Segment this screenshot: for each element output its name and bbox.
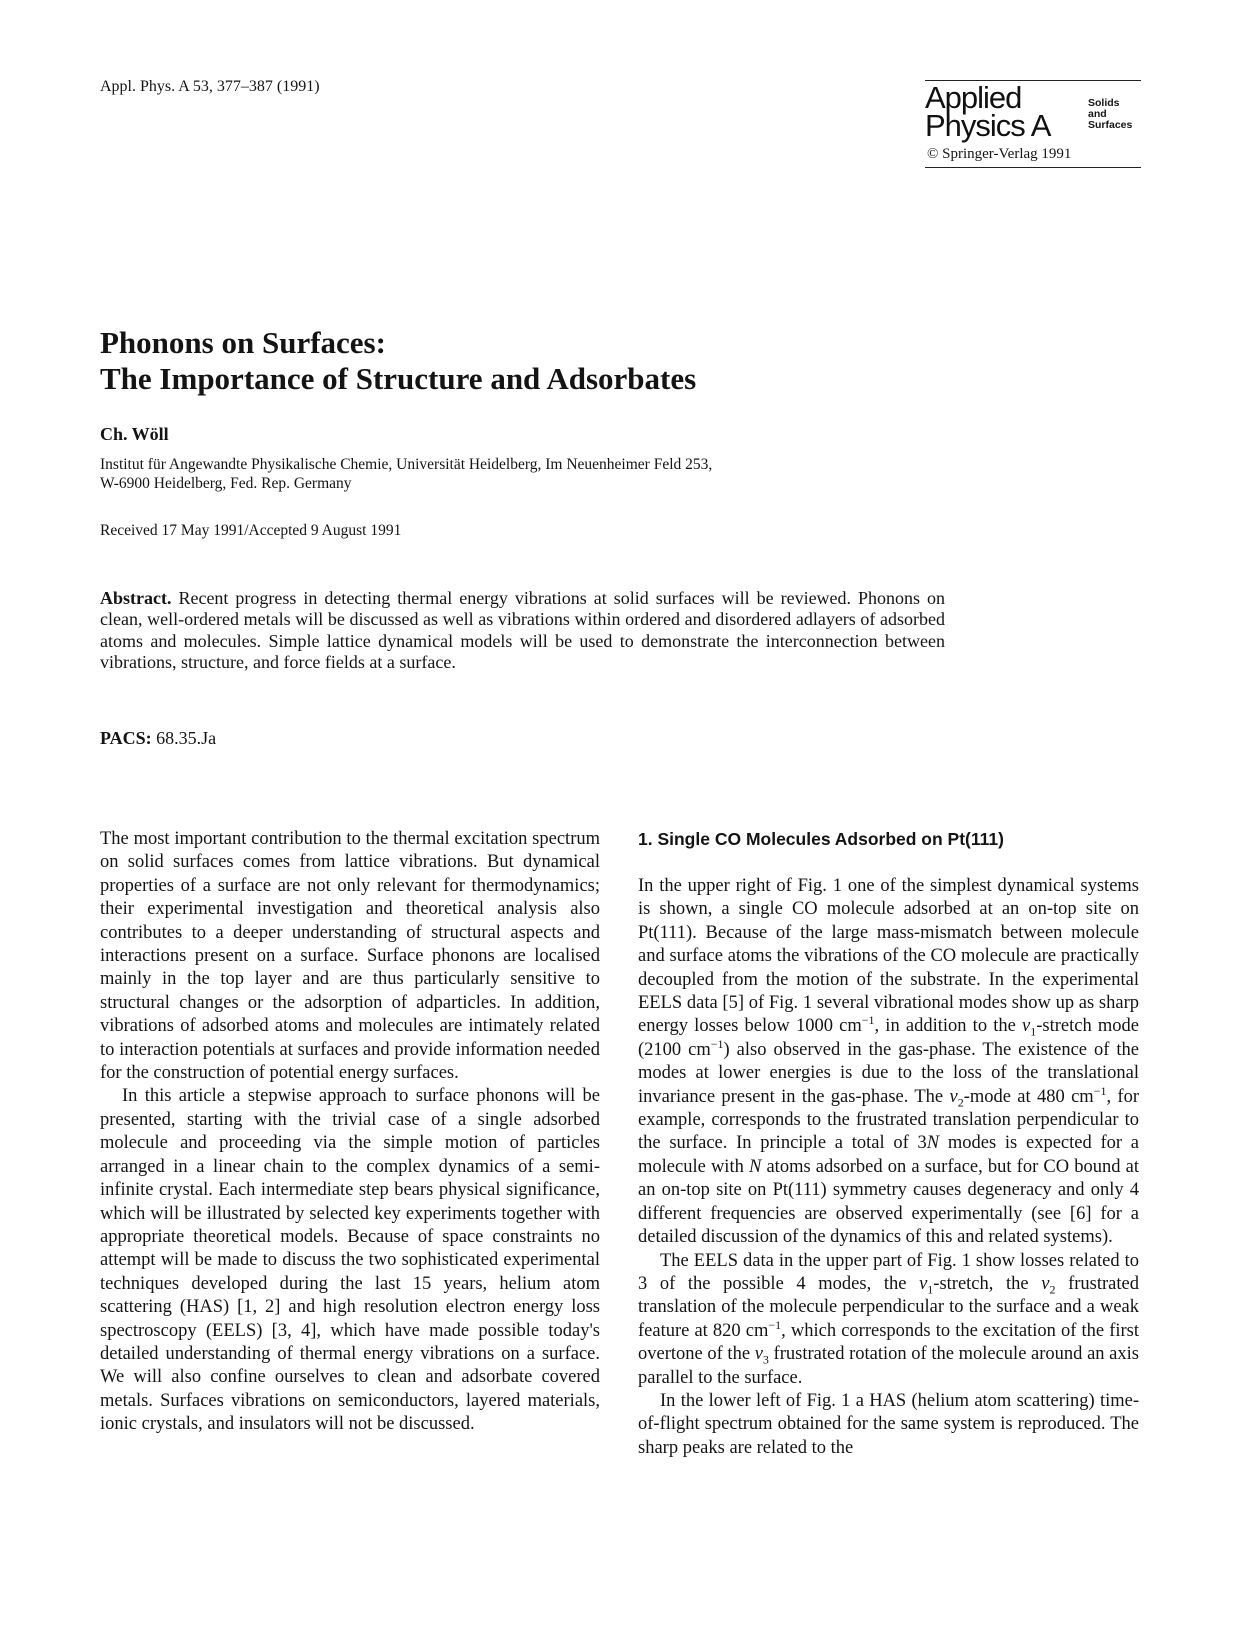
- section-paragraph-3: In the lower left of Fig. 1 a HAS (helium atom scattering) time-of-flight spectrum obtained for the same system is reproduced. The sharp peaks are related to the: [638, 1390, 1139, 1458]
- logo-bottom-rule: [925, 167, 1141, 168]
- article-title: [100, 325, 696, 397]
- copyright-notice: © Springer-Verlag 1991: [927, 146, 1072, 162]
- pacs-code: [100, 728, 216, 749]
- title-line2: The Importance of Structure and Adsorbates: [100, 361, 697, 396]
- intro-paragraph-2: In this article a stepwise approach to surface phonons will be presented, starting with the trivial case of a single adsorbed molecule and proceeding via the simple motion of particles arranged in a linear chain to the complex dynamics of a semi-infinite crystal. Each intermediate step bears physical significance, which will be illustrated by selected key experiments together with appropriate theoretical models. Because of space constraints no attempt will be made to discuss the two sophisticated experimental techniques developed during the last 15 years, helium atom scattering (HAS) [1, 2] and high resolution electron energy loss spectroscopy (EELS) [3, 4], which have made possible today's detailed understanding of thermal energy vibrations on a surface. We will also confine ourselves to clean and adsorbate covered metals. Surfaces vibrations on semiconductors, layered materials, ionic crystals, and insulators will not be discussed.: [100, 1086, 600, 1435]
- section-paragraph-1: In the upper right of Fig. 1 one of the simplest dynamical systems is shown, a single CO molecule adsorbed at an on-top site on Pt(111). Because of the large mass-mismatch between molecule and surface atoms the vibrations of the CO molecule are practically decoupled from the motion of the substrate. In the experimental EELS data [5] of Fig. 1 several vibrational modes show up as sharp energy losses below 1000 $cm^{-1}$, in addition to the $\nu_1$-stretch mode (2100 $cm^{-1}$) also observed in the gas-phase. The existence of the modes at lower energies is due to the loss of the translational invariance present in the gas-phase. The $\nu_2$-mode at 480 $cm^{-1}$, for example, corresponds to the frustrated translation perpendicular to the surface. In principle a total of 3N modes is expected for a molecule with N atoms adsorbed on a surface, but for CO bound at an on-top site on Pt(111) symmetry causes degeneracy and only 4 different frequencies are observed experimentally (see [6] for a detailed discussion of the dynamics of this and related systems).: [638, 876, 1140, 1248]
- series-line1: Solids: [1088, 96, 1120, 109]
- affiliation-line1: Institut für Angewandte Physikalische Chemie, Universität Heidelberg, Im Neuenheimer Feld 253,: [100, 456, 713, 473]
- journal-name-line1: Applied: [925, 80, 1022, 115]
- abstract-text: Recent progress in detecting thermal energy vibrations at solid surfaces will be reviewed. Phonons on clean, well-ordered metals will be discussed as well as vibrations within ordered and disordered adlayers of adsorbed atoms and molecules. Simple lattice dynamical models will be used to demonstrate the interconnection between vibrations, structure, and force fields at a surface.: [100, 588, 945, 672]
- intro-paragraph-1: The most important contribution to the thermal excitation spectrum on solid surfaces comes from lattice vibrations. But dynamical properties of a surface are not only relevant for thermodynamics; their experimental investigation and theoretical analysis also contributes to a deeper understanding of structural aspects and interactions present on a surface. Surface phonons are localised mainly in the top layer and are thus particularly sensitive to structural changes or the adsorption of adparticles. In addition, vibrations of adsorbed atoms and molecules are intimately related to interaction potentials at surfaces and provide information needed for the construction of potential energy surfaces.: [100, 829, 600, 1084]
- abstract: [100, 588, 945, 673]
- series-line2: and: [1088, 107, 1107, 120]
- section-heading: 1. Single CO Molecules Adsorbed on Pt(111): [638, 829, 1004, 849]
- journal-logo: [925, 80, 1141, 143]
- abstract-label: Abstract.: [100, 588, 172, 608]
- journal-citation: Appl. Phys. A 53, 377–387 (1991): [100, 78, 320, 95]
- left-column: [100, 828, 600, 1437]
- journal-logo-box: [925, 80, 1141, 168]
- journal-name-line2: Physics A: [925, 108, 1051, 143]
- received-dates: Received 17 May 1991/Accepted 9 August 1991: [100, 522, 402, 539]
- pacs-value: 68.35.Ja: [156, 728, 217, 748]
- affiliation-line2: W-6900 Heidelberg, Fed. Rep. Germany: [100, 475, 352, 492]
- title-line1: Phonons on Surfaces:: [100, 325, 386, 360]
- pacs-label: PACS:: [100, 728, 152, 748]
- section-paragraph-2: The EELS data in the upper part of Fig. 1 show losses related to 3 of the possible 4 modes, the $\nu_1$-stretch, the $\nu_2$ frustrated translation of the molecule perpendicular to the surface and a weak feature at 820 $cm^{-1}$, which corresponds to the excitation of the first overtone of the $\nu_3$ frustrated rotation of the molecule around an axis parallel to the surface.: [638, 1250, 1139, 1388]
- author-name: Ch. Wöll: [100, 424, 169, 444]
- journal-series: [1088, 98, 1132, 131]
- right-column: [638, 828, 1139, 1460]
- author-affiliation: [100, 455, 712, 493]
- journal-name: [925, 80, 1080, 143]
- series-line3: Surfaces: [1088, 118, 1133, 131]
